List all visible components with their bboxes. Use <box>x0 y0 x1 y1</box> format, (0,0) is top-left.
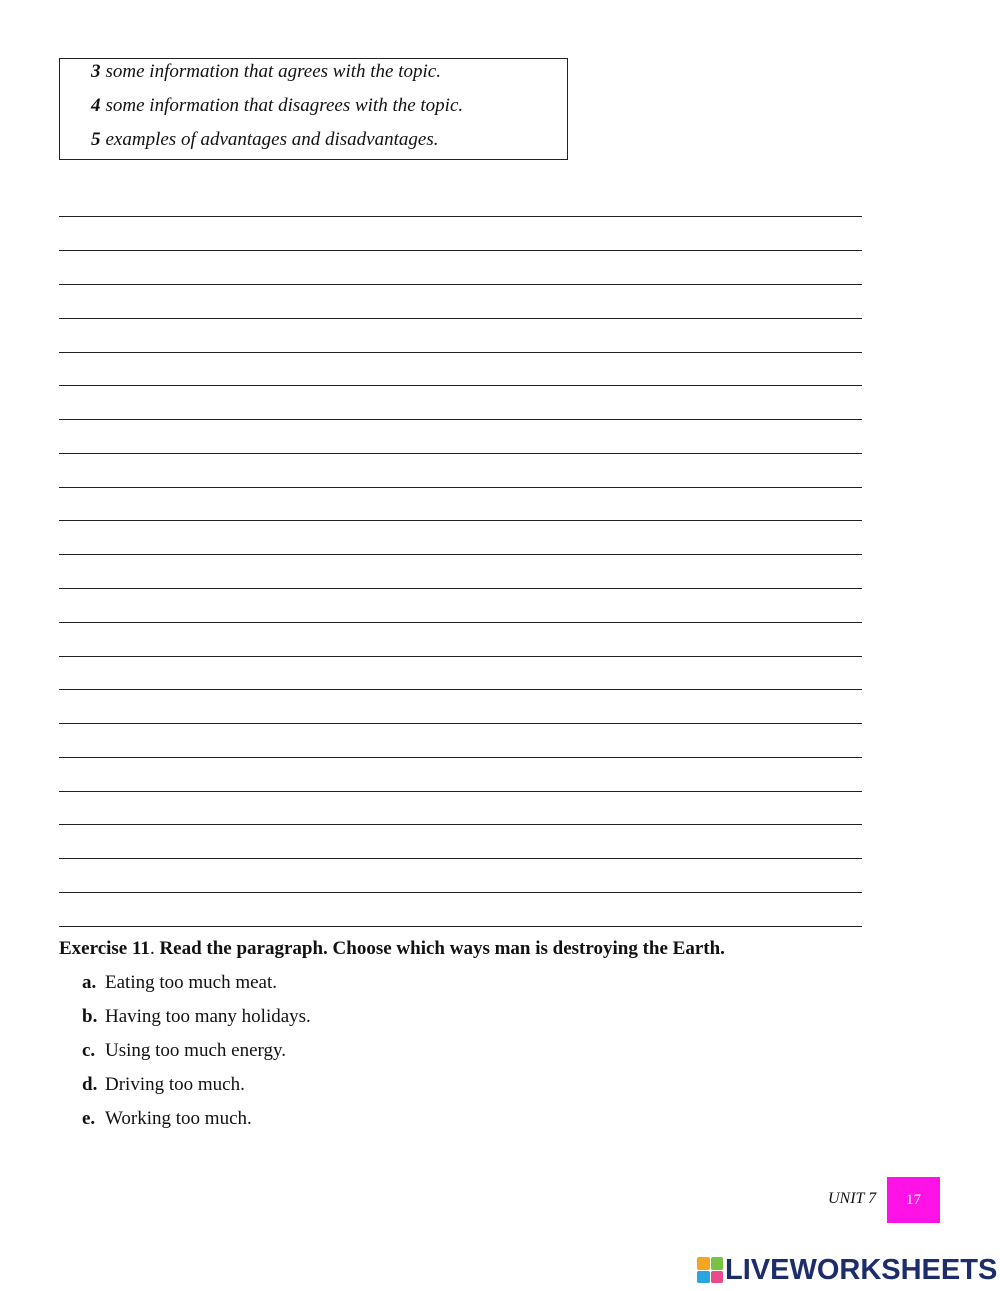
writing-line[interactable] <box>59 791 862 792</box>
option-a[interactable] <box>82 972 277 994</box>
writing-line[interactable] <box>59 352 862 353</box>
info-item-text: some information that disagrees with the topic. <box>105 95 464 116</box>
logo-square-icon <box>711 1271 724 1284</box>
option-text: Driving too much. <box>105 1074 245 1095</box>
writing-line[interactable] <box>59 284 862 285</box>
option-letter: b. <box>82 1006 98 1027</box>
writing-line[interactable] <box>59 723 862 724</box>
option-letter: c. <box>82 1040 96 1061</box>
writing-line[interactable] <box>59 689 862 690</box>
writing-line[interactable] <box>59 622 862 623</box>
logo-square-icon <box>711 1257 724 1270</box>
info-item-number: 4 <box>91 95 101 116</box>
option-letter: a. <box>82 972 97 993</box>
option-letter: d. <box>82 1074 98 1095</box>
writing-line[interactable] <box>59 824 862 825</box>
option-text: Using too much energy. <box>105 1040 287 1061</box>
writing-line[interactable] <box>59 588 862 589</box>
writing-line[interactable] <box>59 892 862 893</box>
option-b[interactable] <box>82 1006 311 1028</box>
option-d[interactable] <box>82 1074 245 1096</box>
info-item-5 <box>91 129 438 151</box>
unit-label: UNIT 7 <box>828 1190 877 1207</box>
page-number-badge <box>887 1177 940 1223</box>
writing-line[interactable] <box>59 858 862 859</box>
writing-line[interactable] <box>59 453 862 454</box>
writing-line[interactable] <box>59 520 862 521</box>
option-text: Having too many holidays. <box>105 1006 311 1027</box>
writing-line[interactable] <box>59 250 862 251</box>
writing-line[interactable] <box>59 554 862 555</box>
writing-line[interactable] <box>59 318 862 319</box>
writing-line[interactable] <box>59 385 862 386</box>
writing-line[interactable] <box>59 926 862 927</box>
writing-line[interactable] <box>59 656 862 657</box>
option-e[interactable] <box>82 1108 252 1130</box>
brand-name: LIVEWORKSHEETS <box>725 1253 998 1286</box>
option-text: Working too much. <box>105 1108 252 1129</box>
info-item-text: examples of advantages and disadvantages. <box>105 129 439 150</box>
logo-square-icon <box>697 1257 710 1270</box>
exercise-title: Exercise 11 <box>59 938 150 959</box>
writing-line[interactable] <box>59 487 862 488</box>
exercise-heading <box>59 938 725 960</box>
info-item-number: 3 <box>91 61 101 82</box>
info-item-number: 5 <box>91 129 101 150</box>
info-item-4 <box>91 95 463 117</box>
option-c[interactable] <box>82 1040 286 1062</box>
writing-line[interactable] <box>59 757 862 758</box>
option-letter: e. <box>82 1108 96 1129</box>
exercise-separator: . <box>149 938 155 959</box>
option-text: Eating too much meat. <box>105 972 278 993</box>
writing-line[interactable] <box>59 216 862 217</box>
info-box <box>59 58 568 160</box>
liveworksheets-logo[interactable] <box>697 1253 997 1287</box>
logo-square-icon <box>697 1271 710 1284</box>
liveworksheets-logo-icon <box>697 1257 723 1283</box>
page-number: 17 <box>906 1191 921 1208</box>
exercise-instruction: Read the paragraph. Choose which ways man is destroying the Earth. <box>154 938 725 959</box>
info-item-text: some information that agrees with the topic. <box>105 61 441 82</box>
writing-line[interactable] <box>59 419 862 420</box>
info-item-3 <box>91 61 441 83</box>
